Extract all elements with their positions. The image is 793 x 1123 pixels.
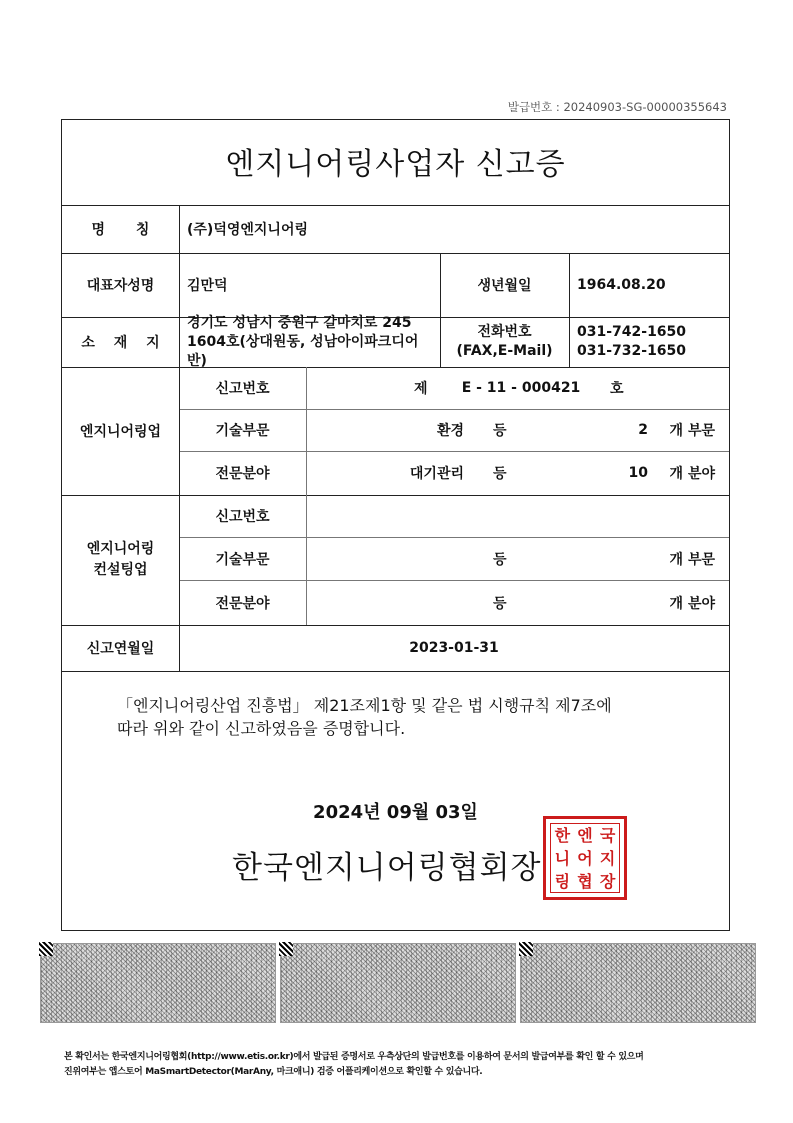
consulting-label-line-2: 컨설팅업 [93, 562, 148, 578]
con-tech-etc: 등 [493, 551, 507, 568]
security-code-2 [280, 943, 516, 1023]
con-tech-label: 기술부문 [215, 551, 270, 568]
con-spec-label: 전문분야 [215, 595, 270, 612]
report-date-value: 2023-01-31 [409, 640, 499, 656]
eng-spec-label: 전문분야 [215, 466, 270, 482]
association-name: 한국엔지니어링협회장 [232, 850, 542, 886]
code-marker-icon [279, 942, 293, 956]
con-spec-etc: 등 [493, 595, 507, 612]
seal-char: 엔 [577, 826, 593, 845]
seal-char: 링 [554, 872, 571, 891]
phone-label-line-1: 전화번호 [477, 324, 532, 340]
sub-col-divider [306, 367, 307, 625]
eng-tech-label: 기술부문 [215, 423, 270, 439]
phone-value [577, 317, 727, 367]
address-label: 소 재 지 [81, 335, 160, 351]
consulting-label-line-1: 엔지니어링 [86, 541, 155, 557]
security-code-1 [40, 943, 276, 1023]
eng-tech-unit: 개 부문 [669, 423, 715, 439]
birth-label: 생년월일 [477, 278, 532, 294]
row-divider [62, 671, 729, 672]
address-line-1: 경기도 성남시 중원구 갈마치로 245 [187, 314, 412, 331]
con-spec-unit: 개 분야 [669, 595, 715, 612]
eng-tech-count: 2 [638, 422, 648, 438]
phone-value-2: 031-732-1650 [577, 343, 687, 359]
issue-date: 2024년 09월 03일 [313, 802, 478, 823]
seal-char: 장 [599, 872, 616, 891]
code-marker-icon [519, 942, 533, 956]
rep-value: 김만덕 [187, 278, 228, 294]
seal-char: 니 [554, 849, 571, 868]
footer-line-1: 본 확인서는 한국엔지니어링협회(http://www.etis.or.kr)에서 발급된 증명서로 우측상단의 발급번호를 이용하여 문서의 발급여부를 확인 할 수 있으며 [64, 1052, 644, 1062]
col-divider [569, 253, 570, 367]
eng-tech-etc: 등 [493, 423, 507, 439]
issue-number: 발급번호 : 20240903-SG-00000355643 [507, 100, 727, 114]
engineering-label: 엔지니어링업 [79, 424, 162, 440]
footer-notice [64, 1050, 644, 1080]
name-label: 명 칭 [91, 222, 150, 238]
eng-tech-field: 환경 [436, 423, 464, 439]
name-value: (주)덕영엔지니어링 [187, 222, 308, 238]
eng-spec-count: 10 [628, 465, 648, 481]
address-line-2: 1604호(상대원동, 성남아이파크디어반) [187, 333, 419, 369]
seal-char: 지 [599, 849, 616, 868]
certificate-title: 엔지니어링사업자 신고증 [62, 120, 729, 206]
address-value [187, 314, 437, 369]
seal-char: 국 [599, 826, 616, 845]
consulting-label [62, 495, 179, 625]
seal-characters [550, 823, 620, 893]
eng-reg-number: E - 11 - 000421 [461, 380, 581, 396]
rep-label: 대표자성명 [86, 278, 155, 294]
statement-line-1: 「엔지니어링산업 진흥법」 제21조제1항 및 같은 법 시행규칙 제7조에 [117, 696, 612, 715]
statement [117, 694, 612, 740]
footer-line-2: 진위여부는 앱스토어 MaSmartDetector(MarAny, 마크애니) 검증 어플리케이션으로 확인할 수 있습니다. [64, 1067, 483, 1077]
statement-line-2: 따라 위와 같이 신고하였음을 증명합니다. [117, 719, 406, 738]
seal-char: 한 [554, 826, 571, 845]
security-code-3 [520, 943, 756, 1023]
seal-char: 협 [577, 872, 593, 891]
certificate-frame [61, 119, 730, 931]
eng-spec-unit: 개 분야 [669, 466, 715, 482]
con-reg-label: 신고번호 [215, 509, 270, 525]
eng-spec-etc: 등 [493, 466, 507, 482]
eng-reg-label: 신고번호 [215, 381, 270, 397]
eng-reg-prefix: 제 [414, 381, 428, 397]
phone-label-line-2: (FAX,E-Mail) [456, 343, 553, 359]
con-tech-unit: 개 부문 [669, 551, 715, 568]
birth-value: 1964.08.20 [577, 277, 666, 293]
seal-char: 어 [577, 849, 593, 868]
phone-label [440, 317, 569, 367]
report-date-label: 신고연월일 [86, 641, 155, 657]
official-seal-stamp [543, 816, 627, 900]
eng-reg-suffix: 호 [610, 381, 624, 397]
code-marker-icon [39, 942, 53, 956]
eng-spec-field: 대기관리 [409, 466, 464, 482]
phone-value-1: 031-742-1650 [577, 324, 687, 340]
